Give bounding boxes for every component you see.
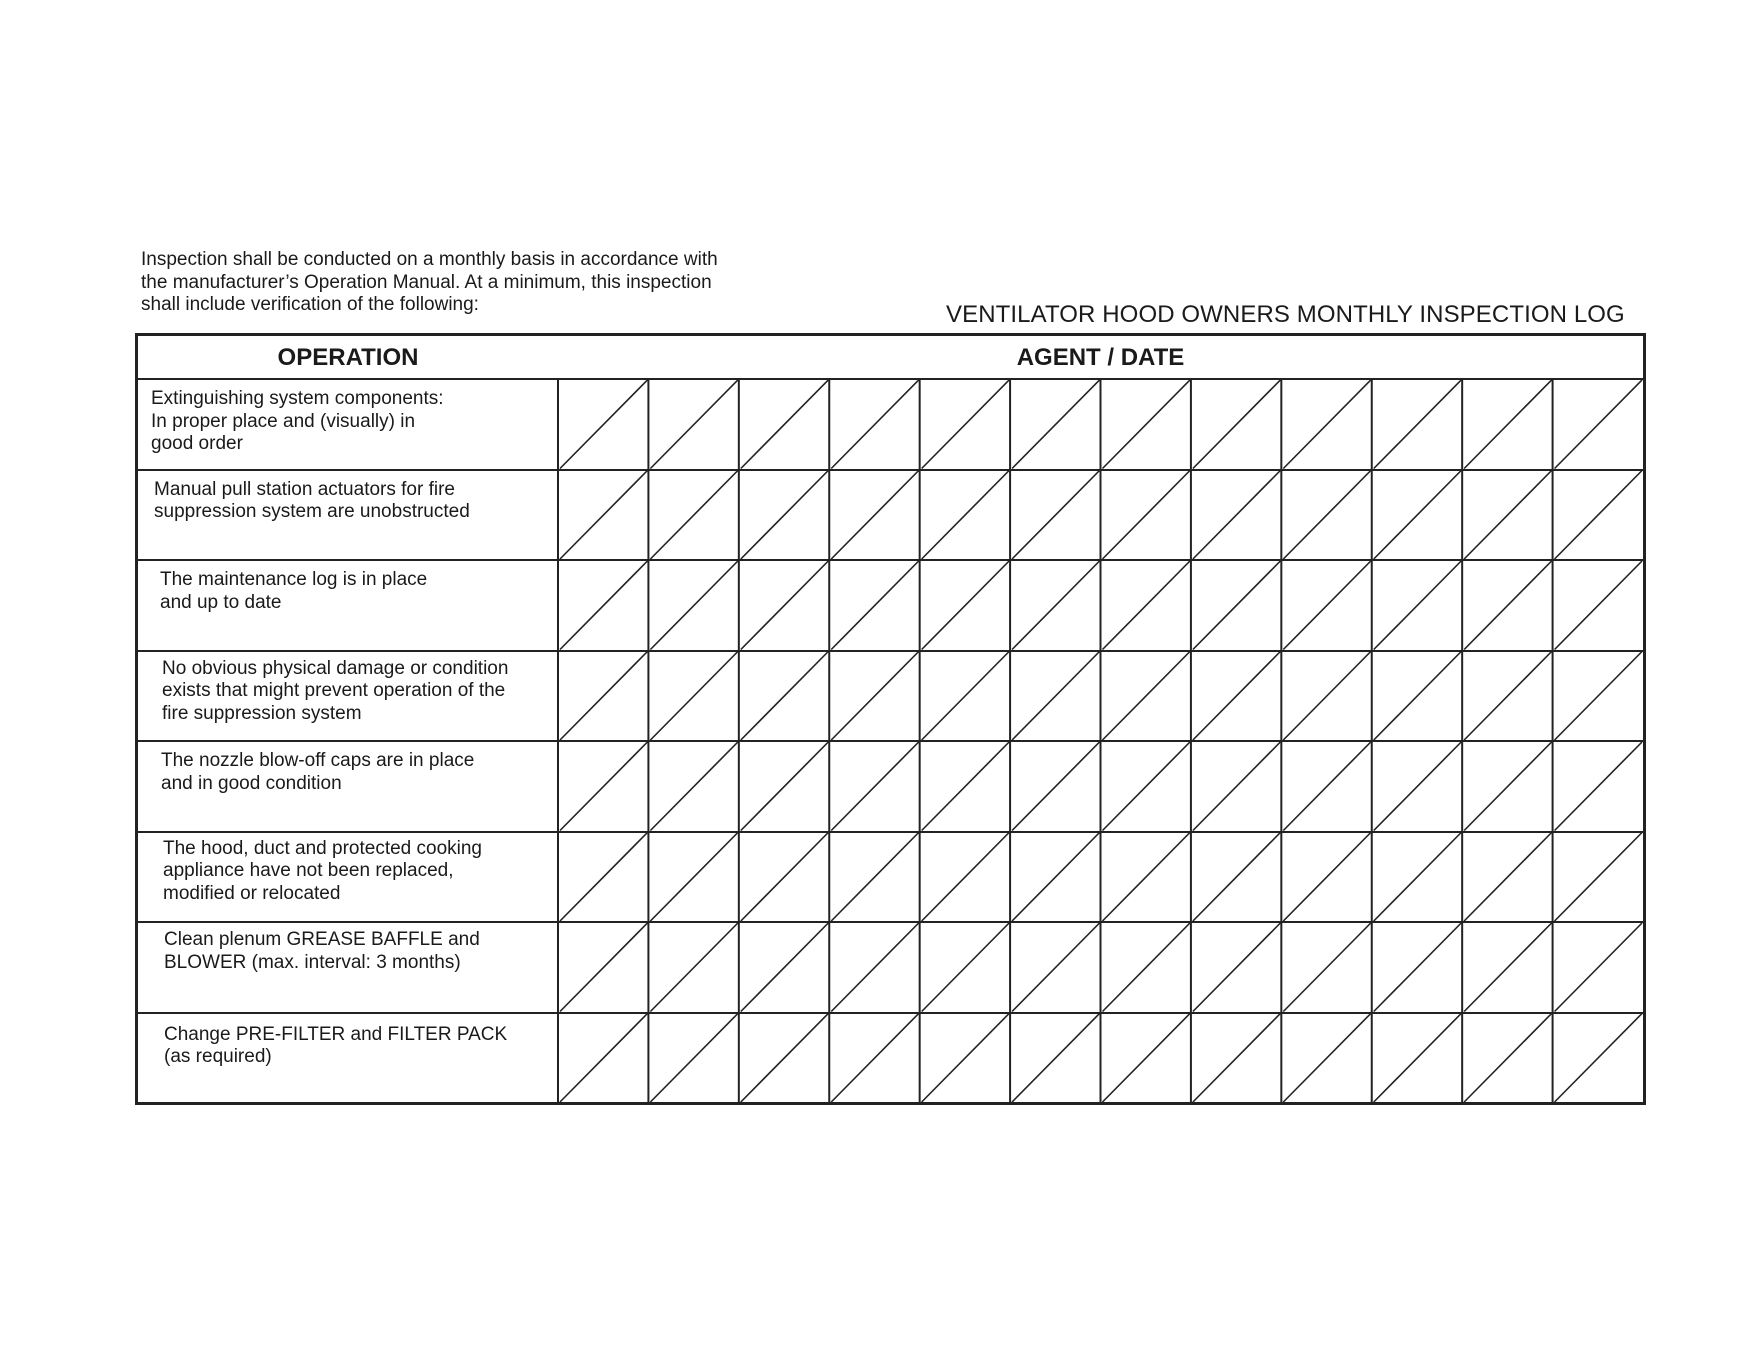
agent-date-cell-diagonal[interactable]	[560, 1014, 647, 1103]
agent-date-cell-diagonal[interactable]	[1012, 380, 1099, 469]
agent-date-cell-diagonal[interactable]	[1103, 471, 1190, 560]
agent-date-cell-diagonal[interactable]	[650, 561, 737, 650]
agent-date-cell-diagonal[interactable]	[1193, 471, 1280, 560]
operation-header: OPERATION	[277, 344, 419, 371]
agent-date-cell-diagonal[interactable]	[741, 652, 828, 741]
agent-date-cell-diagonal[interactable]	[1103, 1014, 1190, 1103]
agent-date-cell-diagonal[interactable]	[1283, 1014, 1370, 1103]
operation-row-text: Change PRE-FILTER and FILTER PACK (as required)	[164, 1023, 508, 1068]
agent-date-cell-diagonal[interactable]	[1374, 652, 1461, 741]
agent-date-cell-diagonal[interactable]	[1103, 380, 1190, 469]
agent-date-cell-diagonal[interactable]	[831, 1014, 918, 1103]
agent-date-cell-diagonal[interactable]	[650, 471, 737, 560]
agent-date-cell-diagonal[interactable]	[650, 742, 737, 831]
operation-row-text: Extinguishing system components: In proper place and (visually) in good order	[151, 388, 444, 455]
intro-text: Inspection shall be conducted on a monthly basis in accordance with the manufacturer’s Operation Manual. At a minimum, this inspection shall include verification of the following:	[141, 249, 718, 316]
agent-date-cell-diagonal[interactable]	[1464, 380, 1551, 469]
agent-date-cell-diagonal[interactable]	[1193, 380, 1280, 469]
inspection-log-table	[135, 333, 1646, 1105]
agent-date-cell-diagonal[interactable]	[1374, 561, 1461, 650]
operation-row-text: No obvious physical damage or condition exists that might prevent operation of the fire suppression system	[162, 657, 509, 724]
agent-date-cell-diagonal[interactable]	[1193, 652, 1280, 741]
agent-date-cell-diagonal[interactable]	[650, 923, 737, 1012]
agent-date-cell-diagonal[interactable]	[1555, 561, 1642, 650]
agent-date-header: AGENT / DATE	[1016, 344, 1185, 371]
agent-date-grid	[558, 379, 1643, 1103]
agent-date-cell-diagonal[interactable]	[922, 652, 1009, 741]
agent-date-cell-diagonal[interactable]	[1193, 742, 1280, 831]
agent-date-cell-diagonal[interactable]	[1464, 833, 1551, 922]
agent-date-cell-diagonal[interactable]	[1103, 923, 1190, 1012]
agent-date-cell-diagonal[interactable]	[1555, 742, 1642, 831]
agent-date-cell-diagonal[interactable]	[1012, 742, 1099, 831]
agent-date-cell-diagonal[interactable]	[922, 742, 1009, 831]
agent-date-cell-diagonal[interactable]	[922, 380, 1009, 469]
agent-date-cell-diagonal[interactable]	[1193, 923, 1280, 1012]
agent-date-cell-diagonal[interactable]	[560, 742, 647, 831]
agent-date-cell-diagonal[interactable]	[1103, 833, 1190, 922]
agent-date-cell-diagonal[interactable]	[560, 652, 647, 741]
agent-date-cell-diagonal[interactable]	[741, 833, 828, 922]
agent-date-cell-diagonal[interactable]	[1193, 833, 1280, 922]
agent-date-cell-diagonal[interactable]	[1555, 652, 1642, 741]
operation-row-text: The maintenance log is in place and up to date	[160, 569, 428, 613]
agent-date-cell-diagonal[interactable]	[1464, 652, 1551, 741]
agent-date-cell-diagonal[interactable]	[831, 380, 918, 469]
agent-date-cell-diagonal[interactable]	[1555, 923, 1642, 1012]
agent-date-cell-diagonal[interactable]	[1374, 471, 1461, 560]
agent-date-cell-diagonal[interactable]	[1374, 742, 1461, 831]
agent-date-cell-diagonal[interactable]	[1283, 471, 1370, 560]
agent-date-cell-diagonal[interactable]	[1193, 1014, 1280, 1103]
agent-date-cell-diagonal[interactable]	[741, 742, 828, 831]
agent-date-cell-diagonal[interactable]	[1374, 833, 1461, 922]
agent-date-cell-diagonal[interactable]	[1464, 561, 1551, 650]
agent-date-cell-diagonal[interactable]	[1555, 833, 1642, 922]
agent-date-cell-diagonal[interactable]	[1464, 1014, 1551, 1103]
agent-date-cell-diagonal[interactable]	[741, 1014, 828, 1103]
agent-date-cell-diagonal[interactable]	[741, 923, 828, 1012]
agent-date-cell-diagonal[interactable]	[741, 380, 828, 469]
agent-date-cell-diagonal[interactable]	[560, 561, 647, 650]
operation-row-text: Clean plenum GREASE BAFFLE and BLOWER (max. interval: 3 months)	[164, 929, 480, 973]
agent-date-cell-diagonal[interactable]	[1374, 1014, 1461, 1103]
agent-date-cell-diagonal[interactable]	[1283, 652, 1370, 741]
operation-row-text: Manual pull station actuators for fire suppression system are unobstructed	[154, 478, 470, 523]
agent-date-cell-diagonal[interactable]	[1103, 652, 1190, 741]
agent-date-cell-diagonal[interactable]	[560, 833, 647, 922]
agent-date-cell-diagonal[interactable]	[1374, 923, 1461, 1012]
agent-date-cell-diagonal[interactable]	[922, 923, 1009, 1012]
agent-date-cell-diagonal[interactable]	[922, 561, 1009, 650]
agent-date-cell-diagonal[interactable]	[1464, 742, 1551, 831]
agent-date-cell-diagonal[interactable]	[650, 652, 737, 741]
agent-date-cell-diagonal[interactable]	[1464, 471, 1551, 560]
agent-date-cell-diagonal[interactable]	[650, 380, 737, 469]
agent-date-cell-diagonal[interactable]	[741, 561, 828, 650]
agent-date-cell-diagonal[interactable]	[1374, 380, 1461, 469]
agent-date-cell-diagonal[interactable]	[831, 652, 918, 741]
agent-date-cell-diagonal[interactable]	[1012, 1014, 1099, 1103]
agent-date-cell-diagonal[interactable]	[831, 561, 918, 650]
agent-date-cell-diagonal[interactable]	[1555, 1014, 1642, 1103]
agent-date-cell-diagonal[interactable]	[560, 923, 647, 1012]
agent-date-cell-diagonal[interactable]	[1193, 561, 1280, 650]
agent-date-cell-diagonal[interactable]	[1464, 923, 1551, 1012]
agent-date-cell-diagonal[interactable]	[1283, 833, 1370, 922]
agent-date-cell-diagonal[interactable]	[1283, 742, 1370, 831]
agent-date-cell-diagonal[interactable]	[560, 471, 647, 560]
agent-date-cell-diagonal[interactable]	[831, 742, 918, 831]
agent-date-cell-diagonal[interactable]	[1283, 923, 1370, 1012]
agent-date-cell-diagonal[interactable]	[1012, 833, 1099, 922]
agent-date-cell-diagonal[interactable]	[1555, 380, 1642, 469]
agent-date-cell-diagonal[interactable]	[831, 923, 918, 1012]
agent-date-cell-diagonal[interactable]	[1103, 561, 1190, 650]
agent-date-cell-diagonal[interactable]	[1283, 561, 1370, 650]
operation-row-text: The hood, duct and protected cooking appliance have not been replaced, modified or relocated	[163, 837, 483, 904]
agent-date-cell-diagonal[interactable]	[1012, 471, 1099, 560]
agent-date-cell-diagonal[interactable]	[1012, 923, 1099, 1012]
agent-date-cell-diagonal[interactable]	[922, 833, 1009, 922]
agent-date-cell-diagonal[interactable]	[560, 380, 647, 469]
agent-date-cell-diagonal[interactable]	[922, 471, 1009, 560]
agent-date-cell-diagonal[interactable]	[1103, 742, 1190, 831]
agent-date-cell-diagonal[interactable]	[741, 471, 828, 560]
agent-date-cell-diagonal[interactable]	[1012, 561, 1099, 650]
agent-date-cell-diagonal[interactable]	[1555, 471, 1642, 560]
agent-date-cell-diagonal[interactable]	[1012, 652, 1099, 741]
agent-date-cell-diagonal[interactable]	[650, 833, 737, 922]
agent-date-cell-diagonal[interactable]	[831, 833, 918, 922]
agent-date-cell-diagonal[interactable]	[922, 1014, 1009, 1103]
agent-date-cell-diagonal[interactable]	[1283, 380, 1370, 469]
log-title: VENTILATOR HOOD OWNERS MONTHLY INSPECTION LOG	[946, 301, 1625, 328]
agent-date-cell-diagonal[interactable]	[650, 1014, 737, 1103]
agent-date-cell-diagonal[interactable]	[831, 471, 918, 560]
operation-row-text: The nozzle blow-off caps are in place and in good condition	[161, 750, 475, 794]
